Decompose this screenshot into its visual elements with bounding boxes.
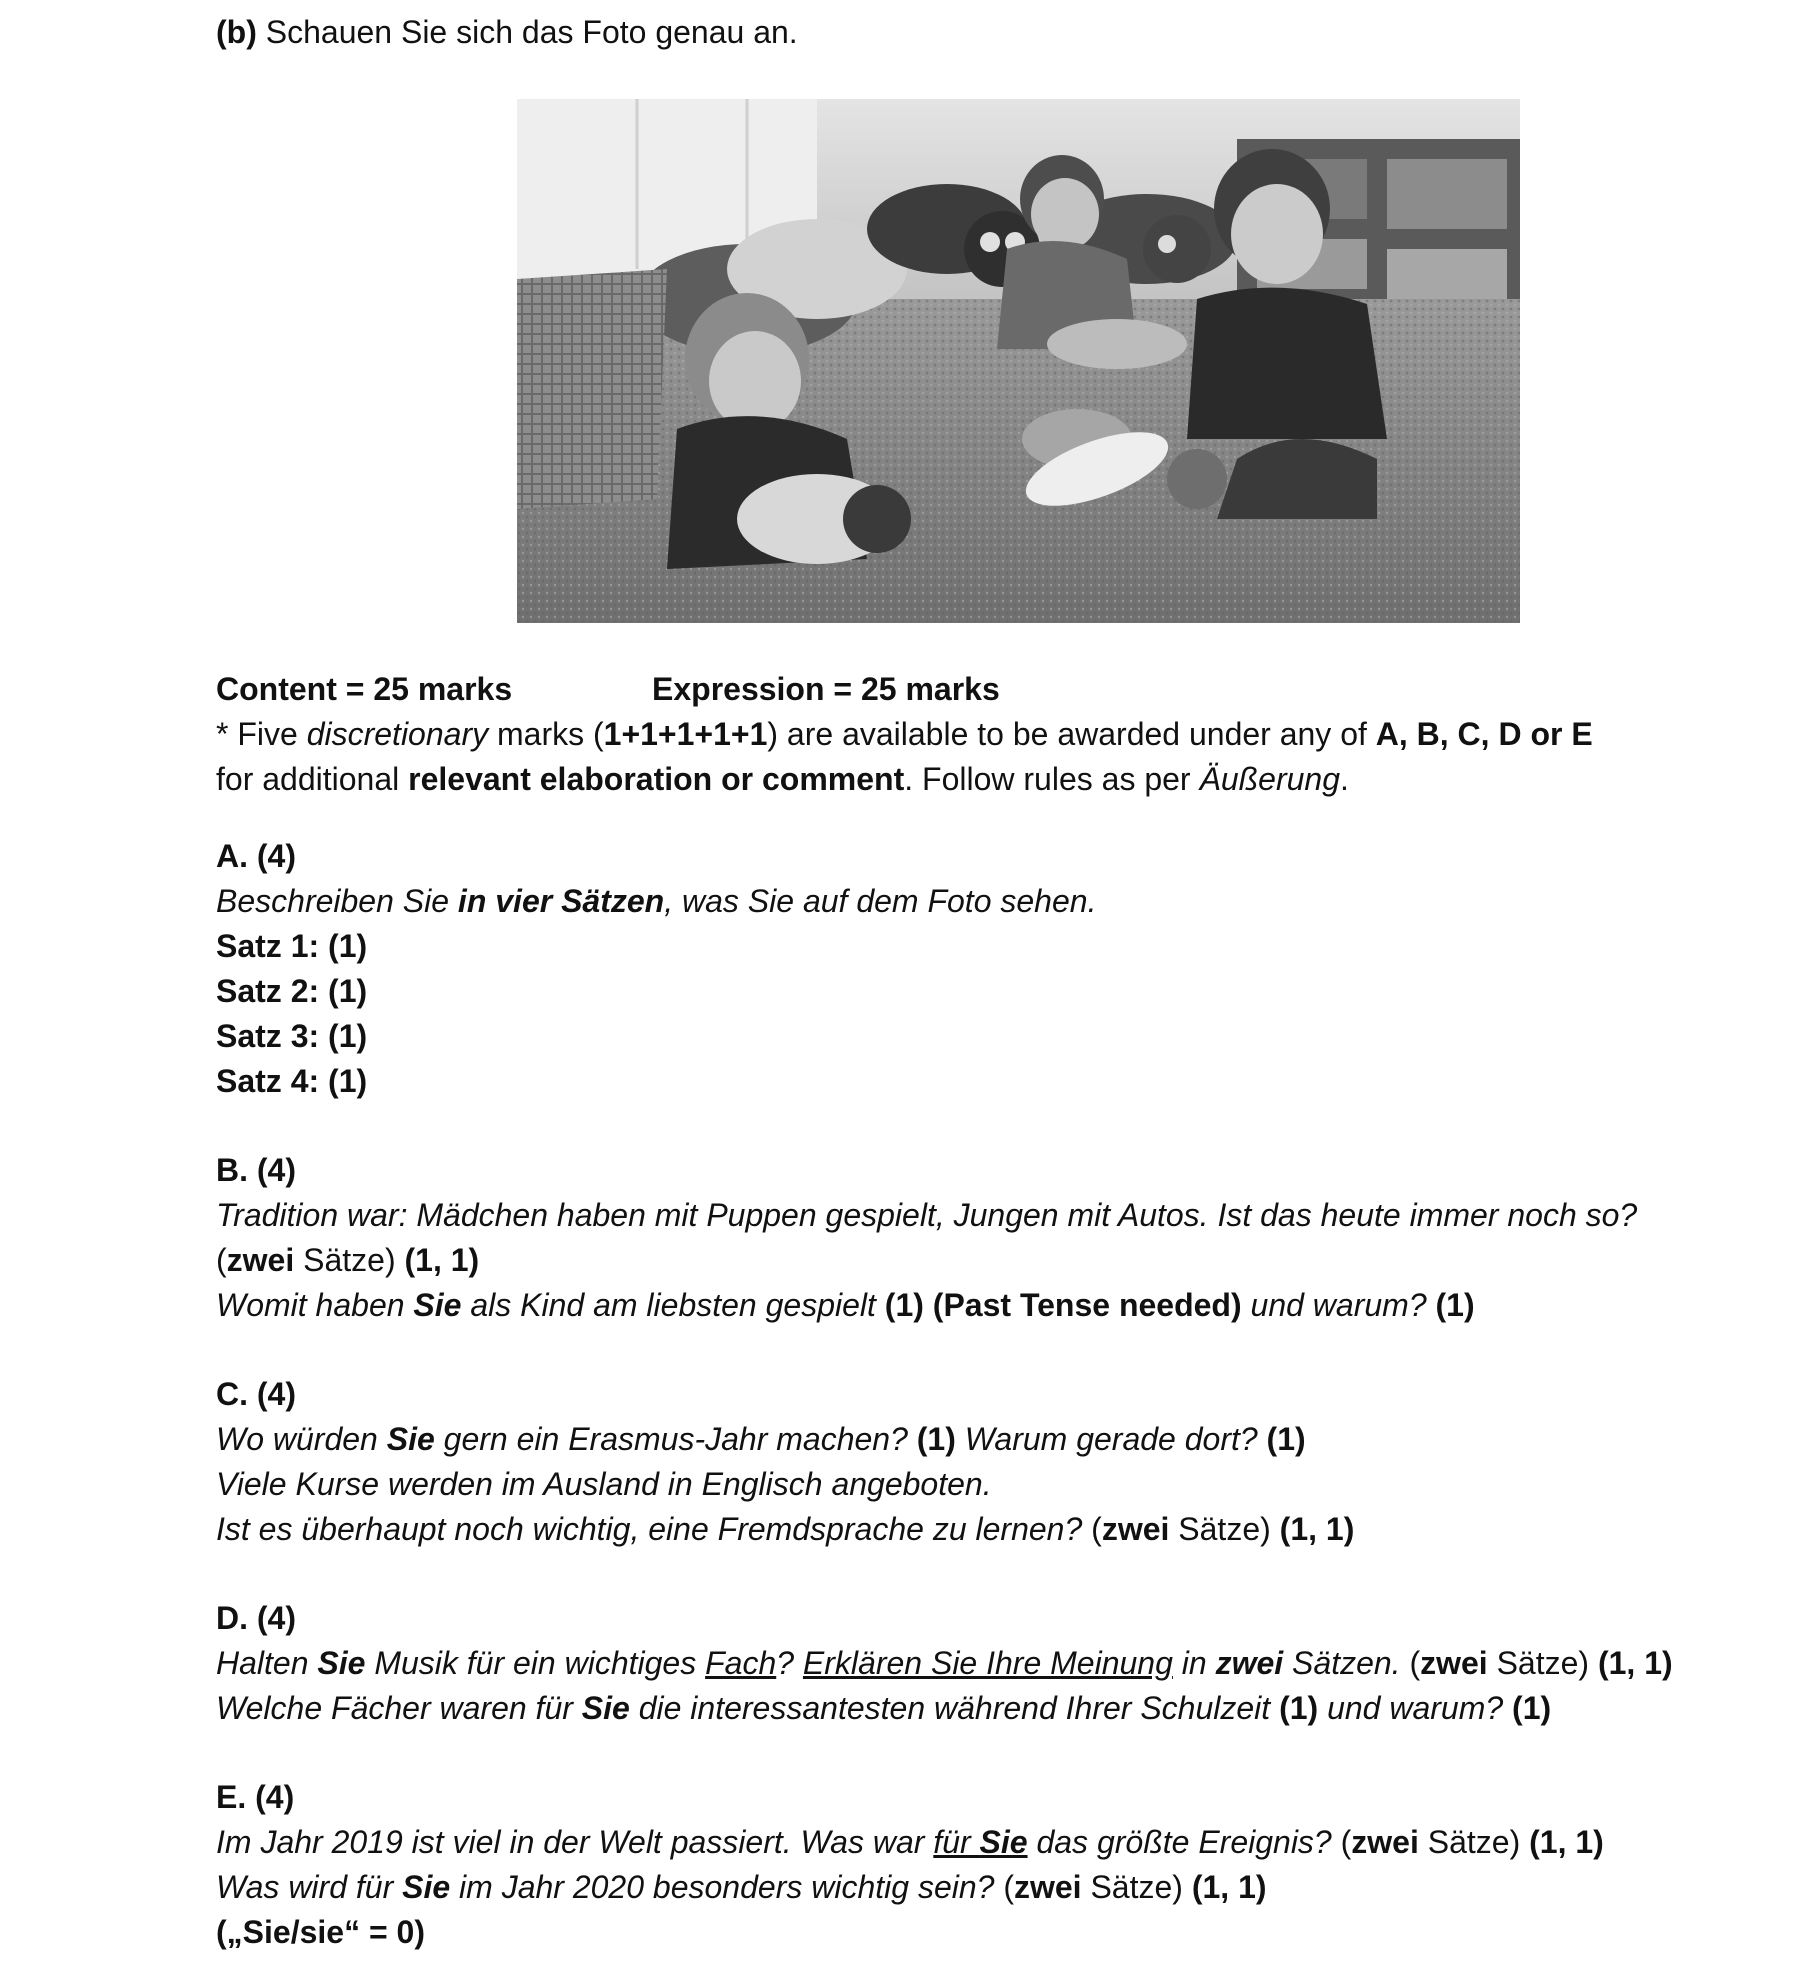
intro-label: (b) [216, 14, 257, 50]
section-a-question [216, 879, 1096, 924]
section-e-line-3: („Sie/sie“ = 0) [216, 1914, 425, 1950]
section-b-line-2 [216, 1238, 1637, 1283]
d-text: und warum? [1318, 1690, 1513, 1726]
e-fuer: für [933, 1824, 980, 1860]
section-d-heading: D. (4) [216, 1600, 296, 1636]
section-b-line-1: Tradition war: Mädchen haben mit Puppen gespielt, Jungen mit Autos. Ist das heute immer noch so? [216, 1197, 1638, 1233]
note-bold: relevant elaboration or comment [408, 761, 905, 797]
c-zwei: zwei [1101, 1511, 1170, 1547]
e-open: ( [1340, 1824, 1352, 1860]
c-text: gern ein Erasmus-Jahr machen? [434, 1421, 917, 1457]
intro-text: Schauen Sie sich das Foto genau an. [256, 14, 798, 50]
note-italic: Äußerung [1199, 761, 1340, 797]
e-zwei: zwei [1013, 1869, 1082, 1905]
note-text: ) are available to be awarded under any of [767, 716, 1376, 752]
b-open: ( [216, 1242, 227, 1278]
marks-note-line-2 [216, 757, 1716, 802]
e-marks: (1, 1) [1529, 1824, 1604, 1860]
b-saetze: Sätze) [294, 1242, 405, 1278]
d-marks: (1) [1279, 1690, 1319, 1726]
section-d-line-1 [216, 1641, 1673, 1686]
e-text: im Jahr 2020 besonders wichtig sein? [450, 1869, 1004, 1905]
section-e-line-2 [216, 1865, 1604, 1910]
note-discretionary: discretionary [306, 716, 489, 752]
d-open: ( [1409, 1645, 1421, 1681]
c-marks: (1, 1) [1279, 1511, 1355, 1547]
e-sie: Sie [979, 1824, 1028, 1860]
e-saetze: Sätze) [1418, 1824, 1530, 1860]
intro-line [216, 10, 1716, 55]
d-zwei: zwei [1420, 1645, 1488, 1681]
section-b-heading: B. (4) [216, 1152, 296, 1188]
b-zwei: zwei [226, 1242, 295, 1278]
section-e [216, 1775, 1604, 1955]
d-text: in [1172, 1645, 1216, 1681]
b-marks: (1, 1) [404, 1242, 480, 1278]
section-c-heading: C. (4) [216, 1376, 296, 1412]
d-text: Halten [216, 1645, 318, 1681]
b-marks: (1) (Past Tense needed) [884, 1287, 1242, 1323]
c-saetze: Sätze) [1169, 1511, 1280, 1547]
e-sie: Sie [402, 1869, 451, 1905]
b-sie: Sie [413, 1287, 462, 1323]
satz-2: Satz 2: (1) [216, 973, 368, 1009]
note-letters: A, B, C, D or E [1375, 716, 1593, 752]
note-formula: 1+1+1+1+1 [603, 716, 768, 752]
e-text: das größte Ereignis? [1027, 1824, 1341, 1860]
d-sie: Sie [317, 1645, 366, 1681]
q-text: , was Sie auf dem Foto sehen. [664, 883, 1097, 919]
section-d-line-2 [216, 1686, 1673, 1731]
section-c-line-1 [216, 1417, 1354, 1462]
satz-4: Satz 4: (1) [216, 1063, 368, 1099]
e-text: Was wird für [216, 1869, 403, 1905]
c-text: Wo würden [216, 1421, 387, 1457]
d-text: Sätzen. [1283, 1645, 1410, 1681]
q-bold: in vier Sätzen [457, 883, 665, 919]
c-open: ( [1091, 1511, 1102, 1547]
e-open: ( [1003, 1869, 1014, 1905]
d-text: Musik für ein wichtiges [365, 1645, 706, 1681]
section-b-line-3 [216, 1283, 1637, 1328]
e-text: Im Jahr 2019 ist viel in der Welt passiert. Was war [216, 1824, 934, 1860]
e-zwei: zwei [1351, 1824, 1419, 1860]
d-erklaeren: Erklären Sie Ihre Meinung [802, 1645, 1173, 1681]
e-saetze: Sätze) [1081, 1869, 1192, 1905]
note-text: * Five [216, 716, 307, 752]
marks-note-line-1 [216, 712, 1716, 757]
section-a-heading: A. (4) [216, 838, 296, 874]
d-text: Welche Fächer waren für [216, 1690, 582, 1726]
note-text: marks ( [488, 716, 604, 752]
d-saetze: Sätze) [1487, 1645, 1598, 1681]
d-marks: (1) [1512, 1690, 1552, 1726]
marks-content: Content = 25 marks [216, 671, 513, 707]
section-e-line-1 [216, 1820, 1604, 1865]
section-c-line-3 [216, 1507, 1354, 1552]
e-marks: (1, 1) [1191, 1869, 1267, 1905]
marks-expression: Expression = 25 marks [652, 671, 1000, 707]
c-text: Ist es überhaupt noch wichtig, eine Fremdsprache zu lernen? [216, 1511, 1092, 1547]
section-c [216, 1372, 1354, 1552]
b-text: Womit haben [216, 1287, 414, 1323]
section-c-line-2: Viele Kurse werden im Ausland in Englisch angeboten. [216, 1466, 992, 1502]
c-marks: (1) [916, 1421, 956, 1457]
b-marks: (1) [1435, 1287, 1475, 1323]
c-marks: (1) [1266, 1421, 1306, 1457]
section-e-heading: E. (4) [216, 1779, 295, 1815]
section-a [216, 834, 1096, 1104]
d-zwei-italic: zwei [1215, 1645, 1284, 1681]
satz-1: Satz 1: (1) [216, 928, 368, 964]
note-text: . Follow rules as per [904, 761, 1200, 797]
note-text: . [1340, 761, 1349, 797]
satz-3: Satz 3: (1) [216, 1018, 368, 1054]
d-sie: Sie [581, 1690, 630, 1726]
q-text: Beschreiben Sie [216, 883, 458, 919]
b-text: als Kind am liebsten gespielt [461, 1287, 885, 1323]
section-b [216, 1148, 1637, 1328]
note-text: for additional [216, 761, 409, 797]
c-text: Warum gerade dort? [955, 1421, 1267, 1457]
b-text: und warum? [1241, 1287, 1436, 1323]
photo-children-playing-with-dolls [517, 99, 1520, 623]
d-marks: (1, 1) [1597, 1645, 1673, 1681]
d-text: die interessantesten während Ihrer Schulzeit [629, 1690, 1280, 1726]
section-d [216, 1596, 1673, 1731]
photo-image [517, 99, 1520, 623]
marks-header [216, 667, 1716, 802]
d-fach: Fach [705, 1645, 777, 1681]
d-text: ? [776, 1645, 803, 1681]
c-sie: Sie [386, 1421, 435, 1457]
